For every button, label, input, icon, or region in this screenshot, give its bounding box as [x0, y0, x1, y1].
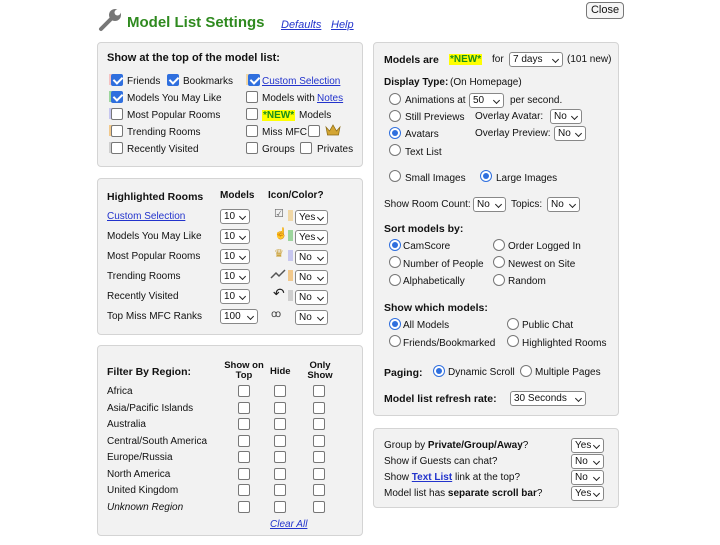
region-row-unknown: Unknown Region: [107, 502, 184, 513]
public-chat-label: Public Chat: [522, 320, 574, 331]
region-uk-hide[interactable]: [274, 484, 286, 496]
defaults-link[interactable]: Defaults: [281, 19, 322, 31]
return-arrow-icon: ↶: [273, 285, 285, 301]
avatars-radio[interactable]: [389, 127, 401, 139]
clear-all-link[interactable]: Clear All: [270, 519, 308, 530]
hand-pointer-icon: ☝: [274, 228, 288, 240]
models-are-label: Models are: [384, 54, 439, 66]
new-models-checkbox[interactable]: [246, 108, 258, 120]
group-by-prefix: Group by: [384, 440, 426, 451]
models-with-label: Models with: [262, 93, 315, 104]
may-like-label: Models You May Like: [127, 93, 222, 104]
page-title: Model List Settings: [127, 14, 265, 31]
multiple-pages-radio[interactable]: [520, 365, 532, 377]
guests-chat-label: Show if Guests can chat?: [384, 456, 498, 467]
new-count: (101 new): [567, 54, 612, 65]
text-list-radio[interactable]: [389, 144, 401, 156]
groups-checkbox[interactable]: [246, 142, 258, 154]
trophy-icon: ♛: [274, 248, 284, 260]
show-top-heading: Show at the top of the model list:: [107, 52, 280, 64]
custom-color-marker: [288, 210, 293, 221]
paging-label: Paging:: [384, 367, 423, 379]
text-list-link-text: [384, 472, 520, 483]
region-row-north-america: North America: [107, 469, 171, 480]
show-top-panel: [97, 42, 363, 167]
region-csa-hide[interactable]: [274, 435, 286, 447]
group-by-text: [384, 440, 528, 451]
display-type-heading: Display Type:: [384, 77, 449, 88]
small-images-label: Small Images: [405, 173, 466, 184]
trending-rooms-label: Trending Rooms: [127, 127, 201, 138]
region-australia-top[interactable]: [238, 418, 250, 430]
hl-popular-color-select[interactable]: No: [295, 250, 328, 265]
recent-highlight-marker: [288, 290, 293, 301]
room-count-select[interactable]: No: [473, 197, 506, 212]
region-uk-only[interactable]: [313, 484, 325, 496]
hl-row-trending: Trending Rooms: [107, 271, 181, 282]
dynamic-scroll-label: Dynamic Scroll: [448, 367, 515, 378]
refresh-rate-label: Model list refresh rate:: [384, 393, 497, 405]
highlighted-heading: Highlighted Rooms: [107, 191, 204, 203]
new-badge: *NEW*: [263, 110, 295, 121]
sort-order-logged-in-label: Order Logged In: [508, 241, 581, 252]
dynamic-scroll-radio[interactable]: [433, 365, 445, 377]
scroll-prefix: Model list has: [384, 488, 446, 499]
hl-trending-models-select[interactable]: 10: [220, 269, 250, 284]
region-europe-only[interactable]: [313, 451, 325, 463]
sort-order-logged-in-radio[interactable]: [493, 239, 505, 251]
region-csa-top[interactable]: [238, 435, 250, 447]
list-options-panel: [373, 428, 619, 508]
close-button[interactable]: Close: [586, 2, 624, 19]
region-row-asia: Asia/Pacific Islands: [107, 403, 194, 414]
may-like-checkbox[interactable]: [111, 91, 123, 103]
sort-newest-radio[interactable]: [493, 256, 505, 268]
recently-visited-label: Recently Visited: [127, 144, 199, 155]
privates-label: Privates: [317, 144, 354, 155]
trending-icon: [270, 268, 286, 280]
sort-random-label: Random: [508, 276, 546, 287]
region-row-uk: United Kingdom: [107, 485, 179, 496]
crown-checkbox[interactable]: [308, 125, 320, 137]
icon-color-column-header: Icon/Color?: [268, 190, 324, 201]
group-by-select[interactable]: Yes: [571, 438, 604, 453]
topics-label: Topics:: [511, 199, 543, 210]
animations-radio[interactable]: [389, 93, 401, 105]
region-row-australia: Australia: [107, 419, 146, 430]
sort-newest-label: Newest on Site: [508, 259, 576, 270]
region-unknown-hide[interactable]: [274, 501, 286, 513]
show-prefix: Show: [384, 472, 410, 483]
hl-may-like-models-select[interactable]: 10: [220, 229, 250, 244]
new-models-label: Models: [299, 110, 332, 121]
region-africa-only[interactable]: [313, 385, 325, 397]
rank-badge-icon: ꝏ: [271, 309, 282, 320]
sort-alphabetically-label: Alphabetically: [403, 276, 465, 287]
hl-may-like-color-select[interactable]: Yes: [295, 230, 328, 245]
region-na-hide[interactable]: [274, 468, 286, 480]
region-australia-hide[interactable]: [274, 418, 286, 430]
guests-chat-select[interactable]: No: [571, 454, 604, 469]
sort-random-radio[interactable]: [493, 274, 505, 286]
refresh-rate-select[interactable]: 30 Seconds: [510, 391, 586, 406]
sort-alphabetically-radio[interactable]: [389, 274, 401, 286]
highlighted-rooms-radio[interactable]: [507, 335, 519, 347]
per-second-label: per second.: [510, 95, 563, 106]
hl-miss-mfc-color-select[interactable]: No: [295, 310, 328, 325]
on-homepage-note: (On Homepage): [450, 77, 522, 88]
sort-camscore-label: CamScore: [403, 241, 451, 252]
help-link[interactable]: Help: [331, 19, 354, 31]
group-by-bold: Private/Group/Away: [427, 440, 523, 451]
new-tag: *NEW*: [450, 54, 482, 65]
bookmarks-checkbox[interactable]: [167, 74, 179, 86]
still-previews-label: Still Previews: [405, 112, 465, 123]
friends-checkbox[interactable]: [111, 74, 123, 86]
hide-header: Hide: [270, 366, 291, 377]
region-heading: Filter By Region:: [107, 366, 192, 378]
still-previews-radio[interactable]: [389, 110, 401, 122]
region-unknown-top[interactable]: [238, 501, 250, 513]
scroll-bar-select[interactable]: Yes: [571, 486, 604, 501]
models-with-notes-checkbox[interactable]: [246, 91, 258, 103]
hl-row-custom-selection[interactable]: Custom Selection: [107, 211, 186, 222]
all-models-label: All Models: [403, 320, 450, 331]
groups-label: Groups: [262, 144, 295, 155]
crown-icon: [325, 124, 341, 136]
region-europe-top[interactable]: [238, 451, 250, 463]
public-chat-radio[interactable]: [507, 318, 519, 330]
text-list-link-select[interactable]: No: [571, 470, 604, 485]
new-days-select[interactable]: 7 days: [509, 52, 563, 67]
overlay-avatar-label: Overlay Avatar:: [475, 111, 544, 122]
hl-row-miss-mfc: Top Miss MFC Ranks: [107, 311, 203, 322]
multiple-pages-label: Multiple Pages: [535, 367, 601, 378]
region-australia-only[interactable]: [313, 418, 325, 430]
text-list-link[interactable]: Text List: [411, 472, 453, 483]
small-images-radio[interactable]: [389, 170, 401, 182]
region-africa-top[interactable]: [238, 385, 250, 397]
only-show-header: Only Show: [307, 360, 333, 381]
avatars-label: Avatars: [405, 129, 439, 140]
hl-custom-color-select[interactable]: Yes: [295, 210, 328, 225]
wrench-icon: [98, 8, 124, 32]
hl-popular-models-select[interactable]: 10: [220, 249, 250, 264]
link-suffix: link at the top?: [454, 472, 521, 483]
hl-recent-models-select[interactable]: 10: [220, 289, 250, 304]
friends-label: Friends: [127, 76, 161, 87]
region-row-africa: Africa: [107, 386, 133, 397]
region-row-central-south-america: Central/South America: [107, 436, 208, 447]
region-unknown-only[interactable]: [313, 501, 325, 513]
scroll-suffix: ?: [536, 488, 543, 499]
region-csa-only[interactable]: [313, 435, 325, 447]
overlay-preview-label: Overlay Preview:: [475, 128, 551, 139]
all-models-radio[interactable]: [389, 318, 401, 330]
hl-trending-color-select[interactable]: No: [295, 270, 328, 285]
popular-highlight-marker: [288, 250, 293, 261]
room-count-label: Show Room Count:: [384, 199, 471, 210]
overlay-avatar-select[interactable]: No: [550, 109, 582, 124]
privates-checkbox[interactable]: [300, 142, 312, 154]
checkmark-icon: ☑: [274, 208, 284, 220]
notes-link[interactable]: Notes: [317, 93, 344, 104]
sort-number-people-label: Number of People: [403, 259, 484, 270]
region-na-top[interactable]: [238, 468, 250, 480]
hl-miss-mfc-models-select[interactable]: 100: [220, 309, 258, 324]
group-by-suffix: ?: [522, 440, 529, 451]
region-na-only[interactable]: [313, 468, 325, 480]
topics-select[interactable]: No: [547, 197, 580, 212]
hl-row-may-like: Models You May Like: [107, 231, 202, 242]
sort-number-people-radio[interactable]: [389, 256, 401, 268]
friends-bookmarked-label: Friends/Bookmarked: [403, 338, 496, 349]
custom-selection-link[interactable]: Custom Selection: [262, 76, 341, 87]
sort-heading: Sort models by:: [384, 223, 464, 235]
region-asia-hide[interactable]: [274, 402, 286, 414]
hl-recent-color-select[interactable]: No: [295, 290, 328, 305]
region-asia-only[interactable]: [313, 402, 325, 414]
region-europe-hide[interactable]: [274, 451, 286, 463]
scroll-bold: separate scroll bar: [447, 488, 537, 499]
friends-bookmarked-radio[interactable]: [389, 335, 401, 347]
for-label: for: [492, 54, 504, 65]
scroll-bar-text: [384, 488, 542, 499]
popular-rooms-checkbox[interactable]: [111, 108, 123, 120]
animations-label: Animations at: [405, 95, 466, 106]
bookmarks-label: Bookmarks: [183, 76, 234, 87]
custom-selection-checkbox[interactable]: [248, 74, 260, 86]
which-models-heading: Show which models:: [384, 302, 488, 314]
large-images-radio[interactable]: [480, 170, 492, 182]
large-images-label: Large Images: [496, 173, 558, 184]
trending-highlight-marker: [288, 270, 293, 281]
hl-row-recent: Recently Visited: [107, 291, 179, 302]
highlighted-rooms-panel: [97, 178, 363, 335]
models-column-header: Models: [220, 190, 255, 201]
hl-custom-models-select[interactable]: 10: [220, 209, 250, 224]
may-like-highlight-marker: [288, 230, 293, 241]
text-list-label: Text List: [405, 147, 442, 158]
trending-rooms-checkbox[interactable]: [111, 125, 123, 137]
sort-camscore-radio[interactable]: [389, 239, 401, 251]
region-filter-panel: [97, 345, 363, 536]
region-row-europe: Europe/Russia: [107, 452, 173, 463]
region-uk-top[interactable]: [238, 484, 250, 496]
display-options-panel: [373, 42, 619, 416]
miss-mfc-checkbox[interactable]: [246, 125, 258, 137]
animation-rate-select[interactable]: 50: [469, 93, 504, 108]
popular-rooms-label: Most Popular Rooms: [127, 110, 221, 121]
miss-mfc-label: Miss MFC: [262, 127, 307, 138]
region-africa-hide[interactable]: [274, 385, 286, 397]
region-asia-top[interactable]: [238, 402, 250, 414]
overlay-preview-select[interactable]: No: [554, 126, 586, 141]
highlighted-rooms-label: Highlighted Rooms: [522, 338, 607, 349]
recently-visited-checkbox[interactable]: [111, 142, 123, 154]
hl-row-popular: Most Popular Rooms: [107, 251, 201, 262]
show-on-top-header: Show on Top: [224, 360, 264, 381]
